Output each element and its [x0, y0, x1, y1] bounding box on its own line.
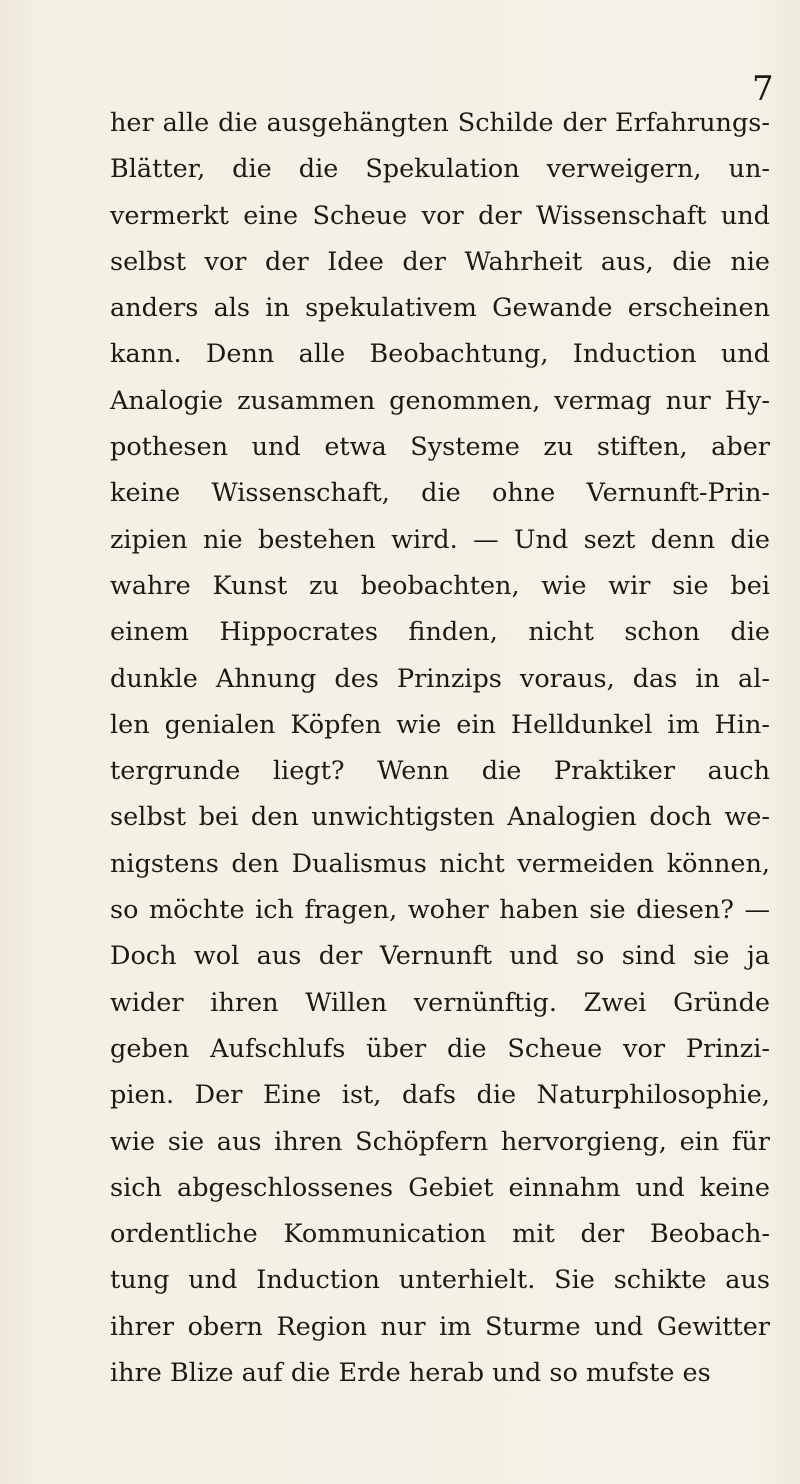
text-line: nigstens den Dualismus nicht vermeiden können, [110, 848, 770, 879]
text-line: ordentliche Kommunication mit der Beobach- [110, 1219, 770, 1250]
text-line: anders als in spekulativem Gewande erscheinen [110, 293, 770, 324]
text-line: tergrunde liegt? Wenn die Praktiker auch [110, 756, 770, 787]
text-line: Doch wol aus der Vernunft und so sind sie ja [110, 941, 770, 972]
text-line: pothesen und etwa Systeme zu stiften, aber [110, 432, 770, 463]
text-line: keine Wissenschaft, die ohne Vernunft-Prin- [110, 478, 770, 509]
text-line: einem Hippocrates finden, nicht schon die [110, 617, 770, 648]
text-line: so möchte ich fragen, woher haben sie diesen? — [110, 895, 770, 926]
text-line: ihre Blize auf die Erde herab und so mufste es [110, 1358, 711, 1389]
body-text [110, 100, 770, 1396]
text-line: selbst vor der Idee der Wahrheit aus, die nie [110, 246, 770, 277]
text-line: kann. Denn alle Beobachtung, Induction und [110, 339, 770, 370]
text-line: Blätter, die die Spekulation verweigern, un- [110, 154, 770, 185]
text-line: zipien nie bestehen wird. — Und sezt denn die [110, 524, 770, 555]
text-line: wahre Kunst zu beobachten, wie wir sie bei [110, 570, 770, 601]
text-line: Analogie zusammen genommen, vermag nur Hy- [110, 385, 770, 416]
text-line: selbst bei den unwichtigsten Analogien doch we- [110, 802, 770, 833]
text-line: sich abgeschlossenes Gebiet einnahm und keine [110, 1172, 770, 1203]
text-line: pien. Der Eine ist, dafs die Naturphilosophie, [110, 1080, 770, 1111]
text-line: her alle die ausgehängten Schilde der Erfahrungs- [110, 108, 770, 138]
text-line: wie sie aus ihren Schöpfern hervorgieng, ein für [110, 1126, 770, 1157]
text-line: dunkle Ahnung des Prinzips voraus, das in al- [110, 663, 770, 694]
text-line: ihrer obern Region nur im Sturme und Gewitter [110, 1311, 770, 1342]
page-number: 7 [752, 69, 774, 109]
text-line: vermerkt eine Scheue vor der Wissenschaft und [110, 200, 770, 231]
text-line: wider ihren Willen vernünftig. Zwei Gründe [110, 987, 770, 1018]
text-line: tung und Induction unterhielt. Sie schikte aus [110, 1265, 770, 1296]
text-line: len genialen Köpfen wie ein Helldunkel im Hin- [110, 709, 770, 740]
text-line: geben Aufschlufs über die Scheue vor Prinzi- [110, 1033, 770, 1064]
